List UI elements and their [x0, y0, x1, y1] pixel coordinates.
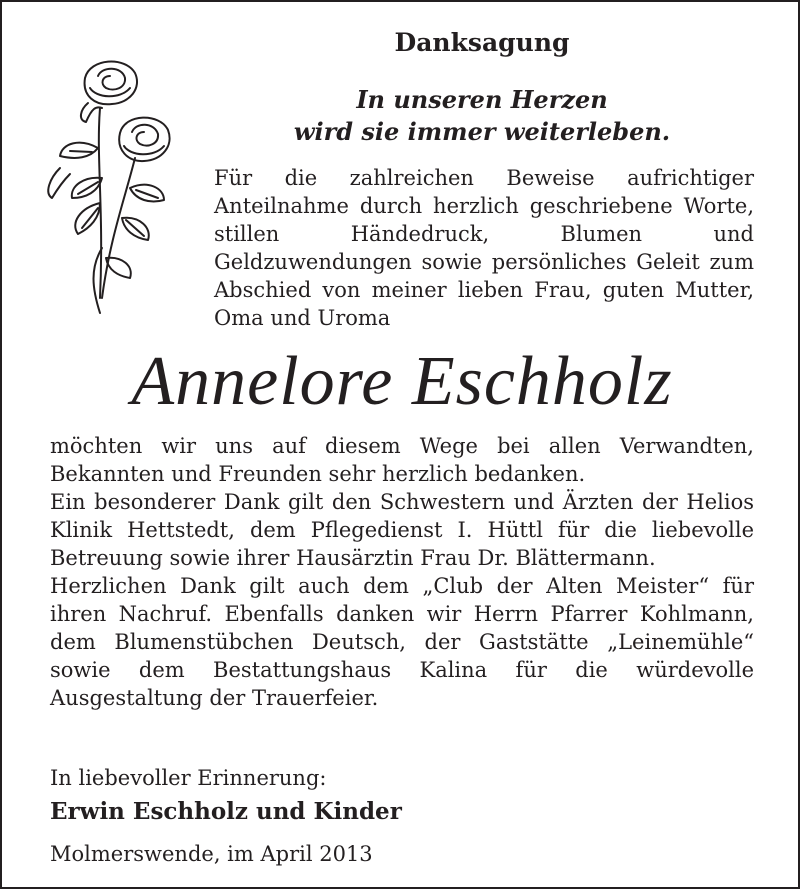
- thanks-paragraph-3: Herzlichen Dank gilt auch dem „Club der Alten Meister“ für ihren Nachruf. Ebenfalls danken wir Herrn Pfarrer Kohlmann, dem Blumenstübchen Deutsch, der Gaststätte „Leinemühle“ sowie dem Bestattungshaus Kalina für die würdevolle Ausgestaltung der Trauerfeier.: [50, 574, 754, 710]
- thanks-paragraph-1: möchten wir uns auf diesem Wege bei allen Verwandten, Bekannten und Freunden sehr herzlich bedanken.: [50, 434, 754, 486]
- deceased-name: Annelore Eschholz: [131, 343, 673, 420]
- intro-text: Für die zahlreichen Beweise aufrichtiger Anteilnahme durch herzlich geschriebene Worte, stillen Händedruck, Blumen und Geldzuwendungen sowie persönliches Geleit zum Abschied von meiner lieben Frau, guten Mutter, Oma und Uroma: [214, 166, 754, 330]
- place-date: Molmerswende, im April 2013: [50, 842, 373, 866]
- rose-icon: [30, 48, 180, 318]
- thanks-body: [50, 432, 754, 712]
- motto-line-1: In unseren Herzen: [356, 85, 608, 114]
- signer-name: Erwin Eschholz und Kinder: [50, 798, 402, 825]
- closing-line: In liebevoller Erinnerung:: [50, 766, 327, 790]
- thanks-paragraph-2: Ein besonderer Dank gilt den Schwestern und Ärzten der Helios Klinik Hettstedt, dem Pflegedienst I. Hüttl für die liebevolle Betreuung sowie ihrer Hausärztin Frau Dr. Blättermann.: [50, 490, 754, 570]
- motto: [162, 84, 800, 148]
- notice-heading: Danksagung: [394, 28, 570, 57]
- motto-line-2: wird sie immer weiterleben.: [293, 117, 671, 146]
